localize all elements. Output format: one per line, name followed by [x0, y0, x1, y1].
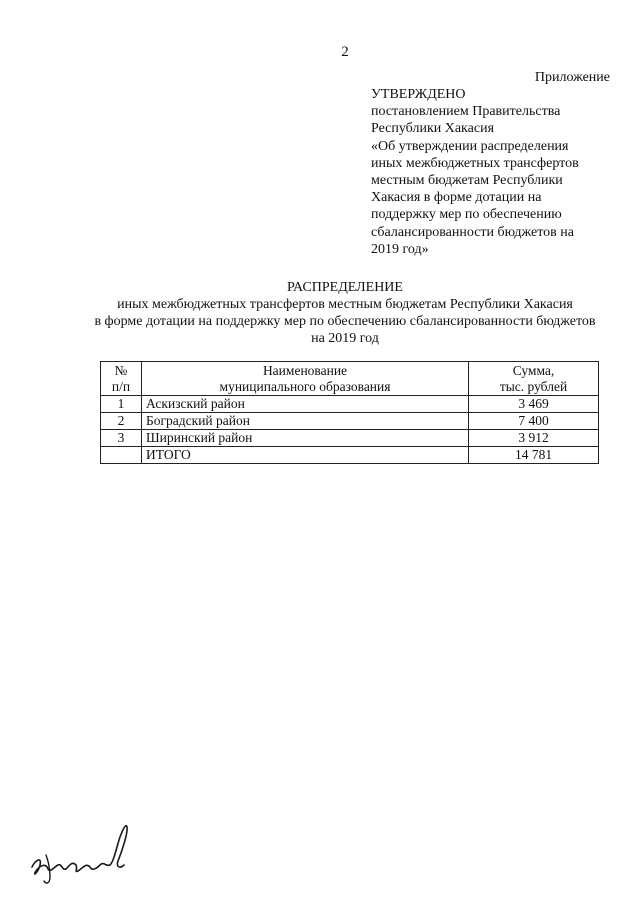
- approval-line: 2019 год»: [371, 241, 429, 257]
- header-number: [101, 362, 142, 396]
- row-number: 1: [101, 396, 142, 413]
- row-name: Аскизский район: [142, 396, 469, 413]
- header-sum-line2: тыс. рублей: [499, 378, 568, 394]
- document-title: [0, 279, 640, 347]
- table-row: [101, 413, 599, 430]
- row-name: Боградский район: [142, 413, 469, 430]
- header-sum-line1: Сумма,: [512, 362, 555, 378]
- row-number: 3: [101, 430, 142, 447]
- title-line: иных межбюджетных трансфертов местным бюджетам Республики Хакасия: [117, 297, 573, 312]
- header-name-line2: муниципального образования: [219, 378, 391, 394]
- row-number: 2: [101, 413, 142, 430]
- row-sum: 7 400: [469, 413, 599, 430]
- approval-line: Республики Хакасия: [371, 121, 495, 137]
- approval-line: «Об утверждении распределения: [371, 138, 569, 154]
- approval-line: иных межбюджетных трансфертов: [371, 155, 579, 171]
- table-total-row: [101, 447, 599, 464]
- page-number: 2: [341, 44, 349, 60]
- total-sum: 14 781: [469, 447, 599, 464]
- table-header-row: [101, 362, 599, 396]
- header-number-line1: №: [114, 362, 128, 378]
- approval-block: [371, 86, 621, 258]
- table-row: [101, 396, 599, 413]
- approval-line: местным бюджетам Республики: [371, 173, 563, 189]
- distribution-table: [100, 361, 599, 464]
- title-line: в форме дотации на поддержку мер по обеспечению сбалансированности бюджетов: [94, 314, 596, 329]
- header-name-line1: Наименование: [262, 362, 348, 378]
- header-name: [142, 362, 469, 396]
- title-line: на 2019 год: [311, 331, 379, 346]
- header-sum: [469, 362, 599, 396]
- approval-line: сбалансированности бюджетов на: [371, 224, 574, 240]
- total-label: ИТОГО: [142, 447, 469, 464]
- approval-heading: УТВЕРЖДЕНО: [371, 87, 466, 102]
- row-name: Ширинский район: [142, 430, 469, 447]
- title-heading: РАСПРЕДЕЛЕНИЕ: [287, 280, 403, 295]
- appendix-label: Приложение: [534, 70, 610, 85]
- approval-line: постановлением Правительства: [371, 104, 561, 120]
- header-number-line2: п/п: [111, 378, 131, 394]
- approval-line: поддержку мер по обеспечению: [371, 207, 562, 223]
- table-row: [101, 430, 599, 447]
- approval-line: Хакасия в форме дотации на: [371, 190, 542, 206]
- handwritten-signature: [28, 815, 138, 890]
- row-sum: 3 469: [469, 396, 599, 413]
- row-sum: 3 912: [469, 430, 599, 447]
- total-number: [101, 447, 142, 464]
